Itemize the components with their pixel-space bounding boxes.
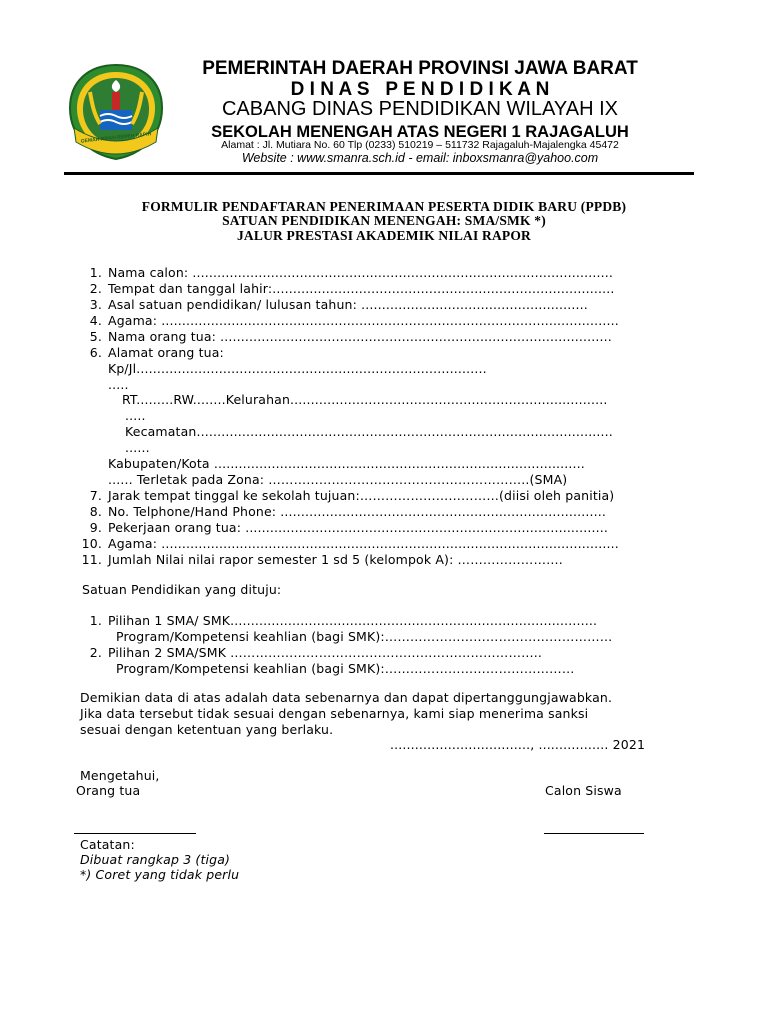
statement-date: .................................., ................. 2021 [390, 737, 646, 752]
statement-line-1: Demikian data di atas adalah data sebenarnya dan dapat dipertanggungjawabkan. [80, 690, 613, 705]
address-kecamatan: Kecamatan..................................................................................................... [125, 424, 613, 439]
logo-emblem [66, 62, 166, 162]
note-coret: *) Coret yang tidak perlu [80, 867, 240, 882]
form-title-3: JALUR PRESTASI AKADEMIK NILAI RAPOR [236, 228, 532, 243]
form-title-1: FORMULIR PENDAFTARAN PENERIMAAN PESERTA DIDIK BARU (PPDB) [141, 199, 627, 214]
field-alamat-orang-tua: 6. Alamat orang tua: [89, 345, 224, 360]
field-nilai-rapor: 11. Jumlah Nilai nilai rapor semester 1 sd 5 (kelompok A): ……………………. [81, 552, 563, 567]
field-agama: 4. Agama: ............................................................................................................... [89, 313, 619, 328]
statement-line-3: sesuai dengan ketentuan yang berlaku. [80, 722, 334, 737]
logo-banner-text: GEMAH RIPAH REPEH RAPIH [80, 131, 152, 145]
field-nama-orang-tua: 5. Nama orang tua: ............................................................................................... [89, 329, 612, 344]
satuan-label: Satuan Pendidikan yang dituju: [82, 582, 282, 597]
catatan-label: Catatan: [80, 837, 135, 852]
program-1: Program/Kompetensi keahlian (bagi SMK):……………………………………………… [116, 629, 613, 644]
field-agama-2: 10. Agama: ............................................................................................................... [81, 536, 619, 551]
form-title-2: SATUAN PENDIDIKAN MENENGAH: SMA/SMK *) [222, 213, 546, 228]
header-address: Alamat : Jl. Mutiara No. 60 Tlp (0233) 510219 – 511732 Rajagaluh-Majalengka 45472 [221, 139, 619, 151]
address-kp: Kp/Jl..................................................................................... [108, 361, 487, 376]
address-kabupaten: Kabupaten/Kota .......................................................................................... [108, 456, 585, 471]
field-nama-calon: 1. Nama calon: ...................................................................................................... [89, 265, 613, 280]
address-dots-1: ..... [108, 377, 129, 392]
header-website: Website : www.smanra.sch.id - email: inboxsmanra@yahoo.com [241, 151, 599, 165]
calon-siswa-label: Calon Siswa [545, 783, 622, 798]
choice-2: 2. Pilihan 2 SMA/SMK ……………………………………………………………….. [89, 645, 543, 660]
field-telepon: 8. No. Telphone/Hand Phone: ............................................................................... [89, 504, 607, 519]
field-jarak: 7. Jarak tempat tinggal ke sekolah tujuan:……………………………(diisi oleh panitia) [89, 488, 615, 503]
address-dots-2: ..... [125, 408, 146, 423]
field-pekerjaan: 9. Pekerjaan orang tua: ........................................................................................ [89, 520, 609, 535]
orang-tua-label: Orang tua [76, 783, 141, 798]
header-branch: CABANG DINAS PENDIDIKAN WILAYAH IX [221, 98, 618, 120]
note-rangkap: Dibuat rangkap 3 (tiga) [80, 852, 231, 867]
mengetahui-label: Mengetahui, [80, 768, 160, 783]
field-asal-sekolah: 3. Asal satuan pendidikan/ lulusan tahun: ....................................................... [89, 297, 588, 312]
address-rt-rw: RT.........RW........Kelurahan............................................................................. [122, 392, 608, 407]
choice-1: 1. Pilihan 1 SMA/ SMK......................................................................................... [89, 613, 598, 628]
header-government: PEMERINTAH DAERAH PROVINSI JAWA BARAT [202, 58, 638, 79]
program-2: Program/Kompetensi keahlian (bagi SMK):……………………………………… [116, 661, 575, 676]
statement-line-2: Jika data tersebut tidak sesuai dengan sebenarnya, kami siap menerima sanksi [80, 706, 589, 721]
header-school: SEKOLAH MENENGAH ATAS NEGERI 1 RAJAGALUH [211, 123, 629, 141]
address-dots-3: ...... [125, 440, 150, 455]
header-divider [64, 172, 694, 175]
address-zona: ...... Terletak pada Zona: ……………………………………………………..(SMA) [108, 472, 568, 487]
field-tempat-lahir: 2. Tempat dan tanggal lahir:................................................................................... [89, 281, 615, 296]
header-department: D I N A S P E N D I D I K A N [290, 79, 550, 100]
signature-line-student [544, 833, 644, 834]
signature-line-parent [74, 833, 196, 834]
